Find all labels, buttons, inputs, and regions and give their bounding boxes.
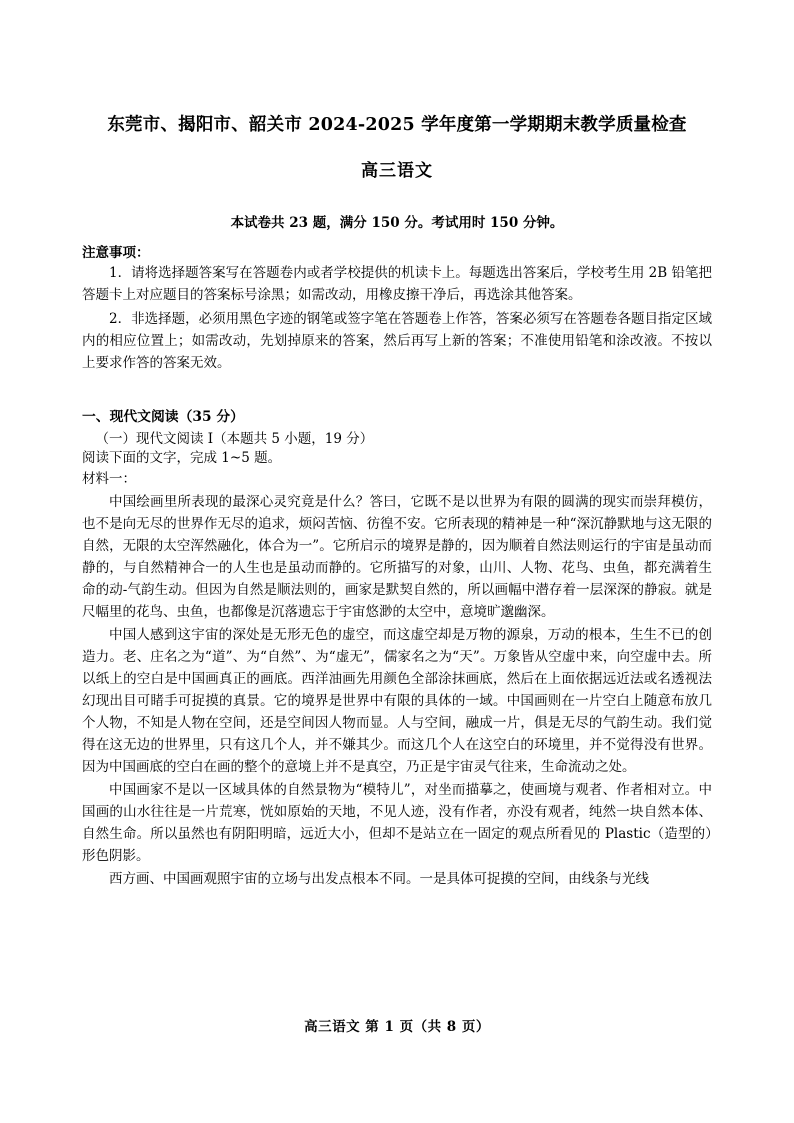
notice-heading: 注意事项： xyxy=(82,245,150,262)
body-paragraph: 中国人感到这宇宙的深处是无形无色的虚空，而这虚空却是万物的源泉，万动的根本，生生不已的创造力。老、庄名之为“道”、为“自然”、为“虚无”，儒家名之为“天”。万象皆从空虚中来，向空虚中去。所以纸上的空白是中国画真正的画底。西洋油画先用颜色全部涂抹画底，然后在上面依据远近法或名透视法幻现出目可睹手可捉摸的真景。它的境界是世界中有限的具体的一域。中国画则在一片空白上随意布放几个人物，不知是人物在空间，还是空间因人物而显。人与空间，融成一片，俱是无尽的气韵生动。我们觉得在这无边的世界里，只有这几个人，并不嫌其少。而这几个人在这空白的环境里，并不觉得没有世界。因为中国画底的空白在画的整个的意境上并不是真空，乃正是宇宙灵气往来，生命流动之处。 xyxy=(82,626,712,775)
body-paragraph: 西方画、中国画观照宇宙的立场与出发点根本不同。一是具体可捉摸的空间，由线条与光线 xyxy=(109,870,649,887)
body-paragraph: 中国画家不是以一区域具体的自然景物为“模特儿”，对坐而描摹之，使画境与观者、作者相对立。中国画的山水往往是一片荒寒，恍如原始的天地，不见人迹，没有作者，亦没有观者，纯然一块自然本体、自然生命。所以虽然也有阴阳明暗，远近大小，但却不是站立在一固定的观点所看见的 Plastic（造型的）形色阴影。 xyxy=(82,781,712,864)
notice-item: 2．非选择题，必须用黑色字迹的钢笔或签字笔在答题卷上作答，答案必须写在答题卷各题目指定区域内的相应位置上；如需改动，先划掉原来的答案，然后再写上新的答案；不准使用铅笔和涂改液。不按以上要求作答的答案无效。 xyxy=(82,310,712,371)
body-paragraph: 中国绘画里所表现的最深心灵究竟是什么？答曰，它既不是以世界为有限的圆满的现实而崇拜模仿，也不是向无尽的世界作无尽的追求，烦闷苦恼、彷徨不安。它所表现的精神是一种“深沉静默地与这无限的自然，无限的太空浑然融化，体合为一”。它所启示的境界是静的，因为顺着自然法则运行的宇宙是虽动而静的，与自然精神合一的人生也是虽动而静的。它所描写的对象，山川、人物、花鸟、虫鱼，都充满着生命的动-气韵生动。但因为自然是顺法则的，画家是默契自然的，所以画幅中潜存着一层深深的静寂。就是尺幅里的花鸟、虫鱼，也都像是沉落遗忘于宇宙悠渺的太空中，意境旷邈幽深。 xyxy=(82,493,712,620)
notice-item: 1．请将选择题答案写在答题卷内或者学校提供的机读卡上。每题选出答案后，学校考生用 2B 铅笔把答题卡上对应题目的答案标号涂黑；如需改动，用橡皮擦干净后，再选涂其他答案。 xyxy=(82,265,712,304)
material-label: 材料一： xyxy=(82,471,136,488)
exam-meta: 本试卷共 23 题，满分 150 分。考试用时 150 分钟。 xyxy=(230,215,564,232)
page-title: 东莞市、揭阳市、韶关市 2024-2025 学年度第一学期期末教学质量检查 xyxy=(107,115,687,135)
sub-section-heading: （一）现代文阅读 I（本题共 5 小题，19 分） xyxy=(95,430,374,447)
reading-instruction: 阅读下面的文字，完成 1~5 题。 xyxy=(82,449,282,466)
section-heading: 一、现代文阅读（35 分） xyxy=(82,408,244,425)
page-footer: 高三语文 第 1 页（共 8 页） xyxy=(304,1019,490,1035)
subject-title: 高三语文 xyxy=(361,161,433,182)
